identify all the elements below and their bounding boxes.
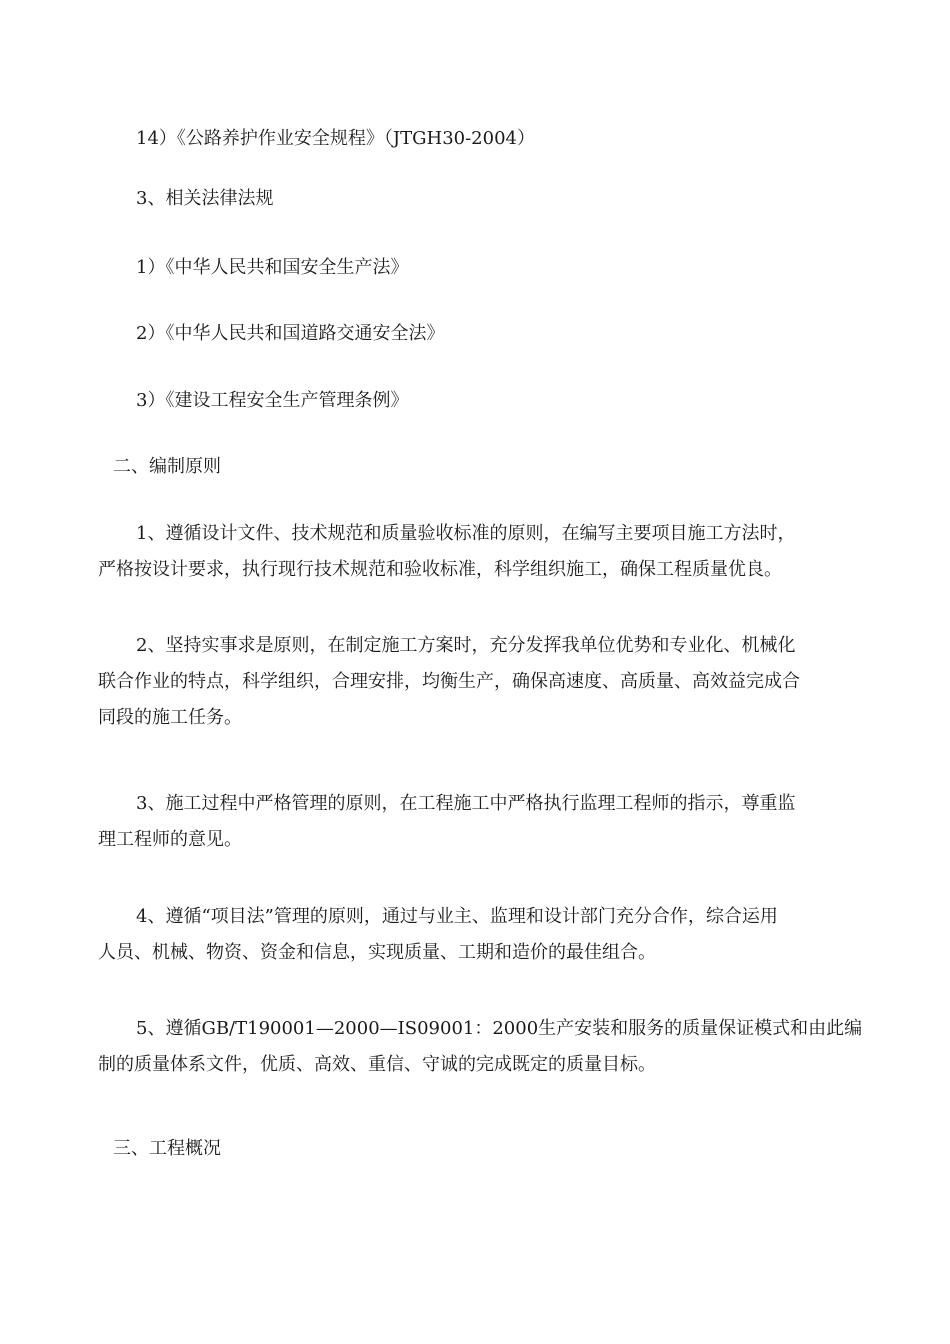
chapter-heading-overview: 三、工程概况 xyxy=(113,1138,221,1159)
section-heading-related-laws: 3、相关法律法规 xyxy=(136,188,274,209)
law-item-1: 1）《中华人民共和国安全生产法》 xyxy=(136,257,409,278)
law-item-3: 3）《建设工程安全生产管理条例》 xyxy=(136,390,409,411)
principle-paragraph-1: 1、遵循设计文件、技术规范和质量验收标准的原则，在编写主要项目施工方法时， 严格按设计要求，执行现行技术规范和验收标准，科学组织施工，确保工程质量优良。 xyxy=(98,523,796,580)
reference-item-14: 14）《公路养护作业安全规程》（JTGH30-2004） xyxy=(136,128,535,149)
principle-paragraph-2: 2、坚持实事求是原则，在制定施工方案时，充分发挥我单位优势和专业化、机械化 联合作业的特点，科学组织，合理安排，均衡生产，确保高速度、高质量、高效益完成合 同段的施工任务。 xyxy=(98,635,800,728)
principle-paragraph-5: 5、遵循GB/T190001—2000—IS09001：2000生产安装和服务的质量保证模式和由此编 制的质量体系文件，优质、高效、重信、守诚的完成既定的质量目标。 xyxy=(98,1018,863,1075)
law-item-2: 2）《中华人民共和国道路交通安全法》 xyxy=(136,323,445,344)
principle-paragraph-4: 4、遵循“项目法”管理的原则，通过与业主、监理和设计部门充分合作，综合运用 人员、机械、物资、资金和信息，实现质量、工期和造价的最佳组合。 xyxy=(98,906,778,963)
chapter-heading-principles: 二、编制原则 xyxy=(113,456,221,477)
principle-paragraph-3: 3、施工过程中严格管理的原则，在工程施工中严格执行监理工程师的指示，尊重监 理工程师的意见。 xyxy=(98,793,796,850)
